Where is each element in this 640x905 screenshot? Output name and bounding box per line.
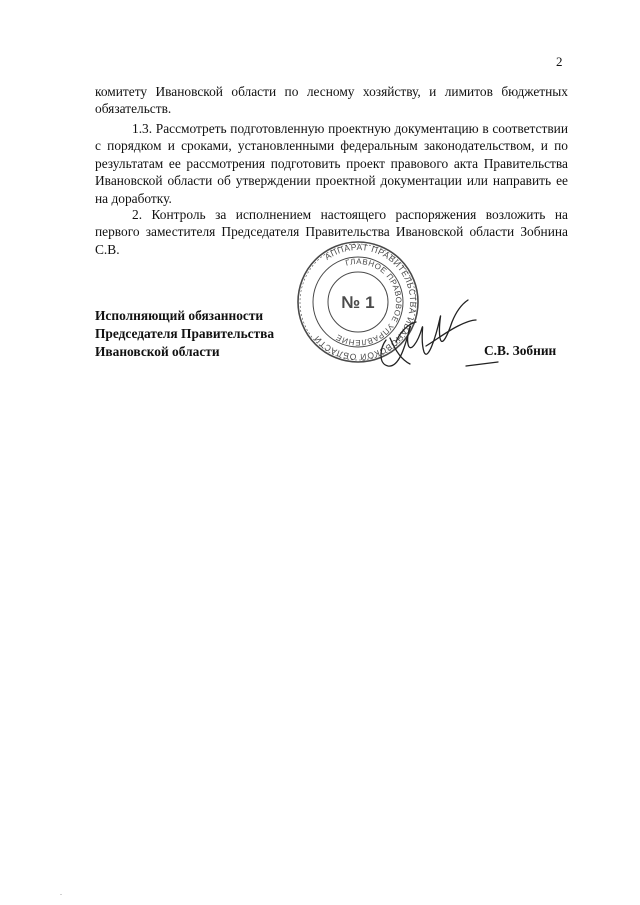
stamp-number: № 1 [341, 293, 375, 312]
position-line-1: Исполняющий обязанности [95, 308, 264, 323]
paragraph-1-3 [95, 120, 568, 207]
position-line-2: Председателя Правительства [95, 326, 275, 341]
signature-position [95, 307, 274, 361]
position-line-3: Ивановской области [95, 344, 220, 359]
signatory-name: С.В. Зобнин [484, 343, 557, 358]
paragraph-2-text: 1.3. Рассмотреть подготовленную проектную документацию в соответствии с порядком и сроками, установленными федеральным законодательством, и по результатам ее рассмотрения подготовить проект правового акта Правительства Ивановской области об утверждении проектной документации или направить ее на доработку. [95, 121, 568, 206]
stamp-inner-text: ГЛАВНОЕ ПРАВОВОЕ УПРАВЛЕНИЕ [334, 256, 404, 348]
paragraph-continuation [95, 83, 568, 118]
paragraph-1-text: комитету Ивановской области по лесному хозяйству, и лимитов бюджетных обязательств. [95, 84, 568, 117]
stamp-outer-text: АППАРАТ ПРАВИТЕЛЬСТВА ИВАНОВСКОЙ ОБЛАСТИ [311, 241, 419, 363]
paragraph-3-text: 2. Контроль за исполнением настоящего распоряжения возложить на первого заместителя Председателя Правительства Ивановской области Зобнина С.В. [95, 207, 568, 257]
handwritten-signature [366, 282, 502, 378]
page-number: 2 [556, 54, 563, 69]
footer-mark: . [60, 888, 62, 897]
